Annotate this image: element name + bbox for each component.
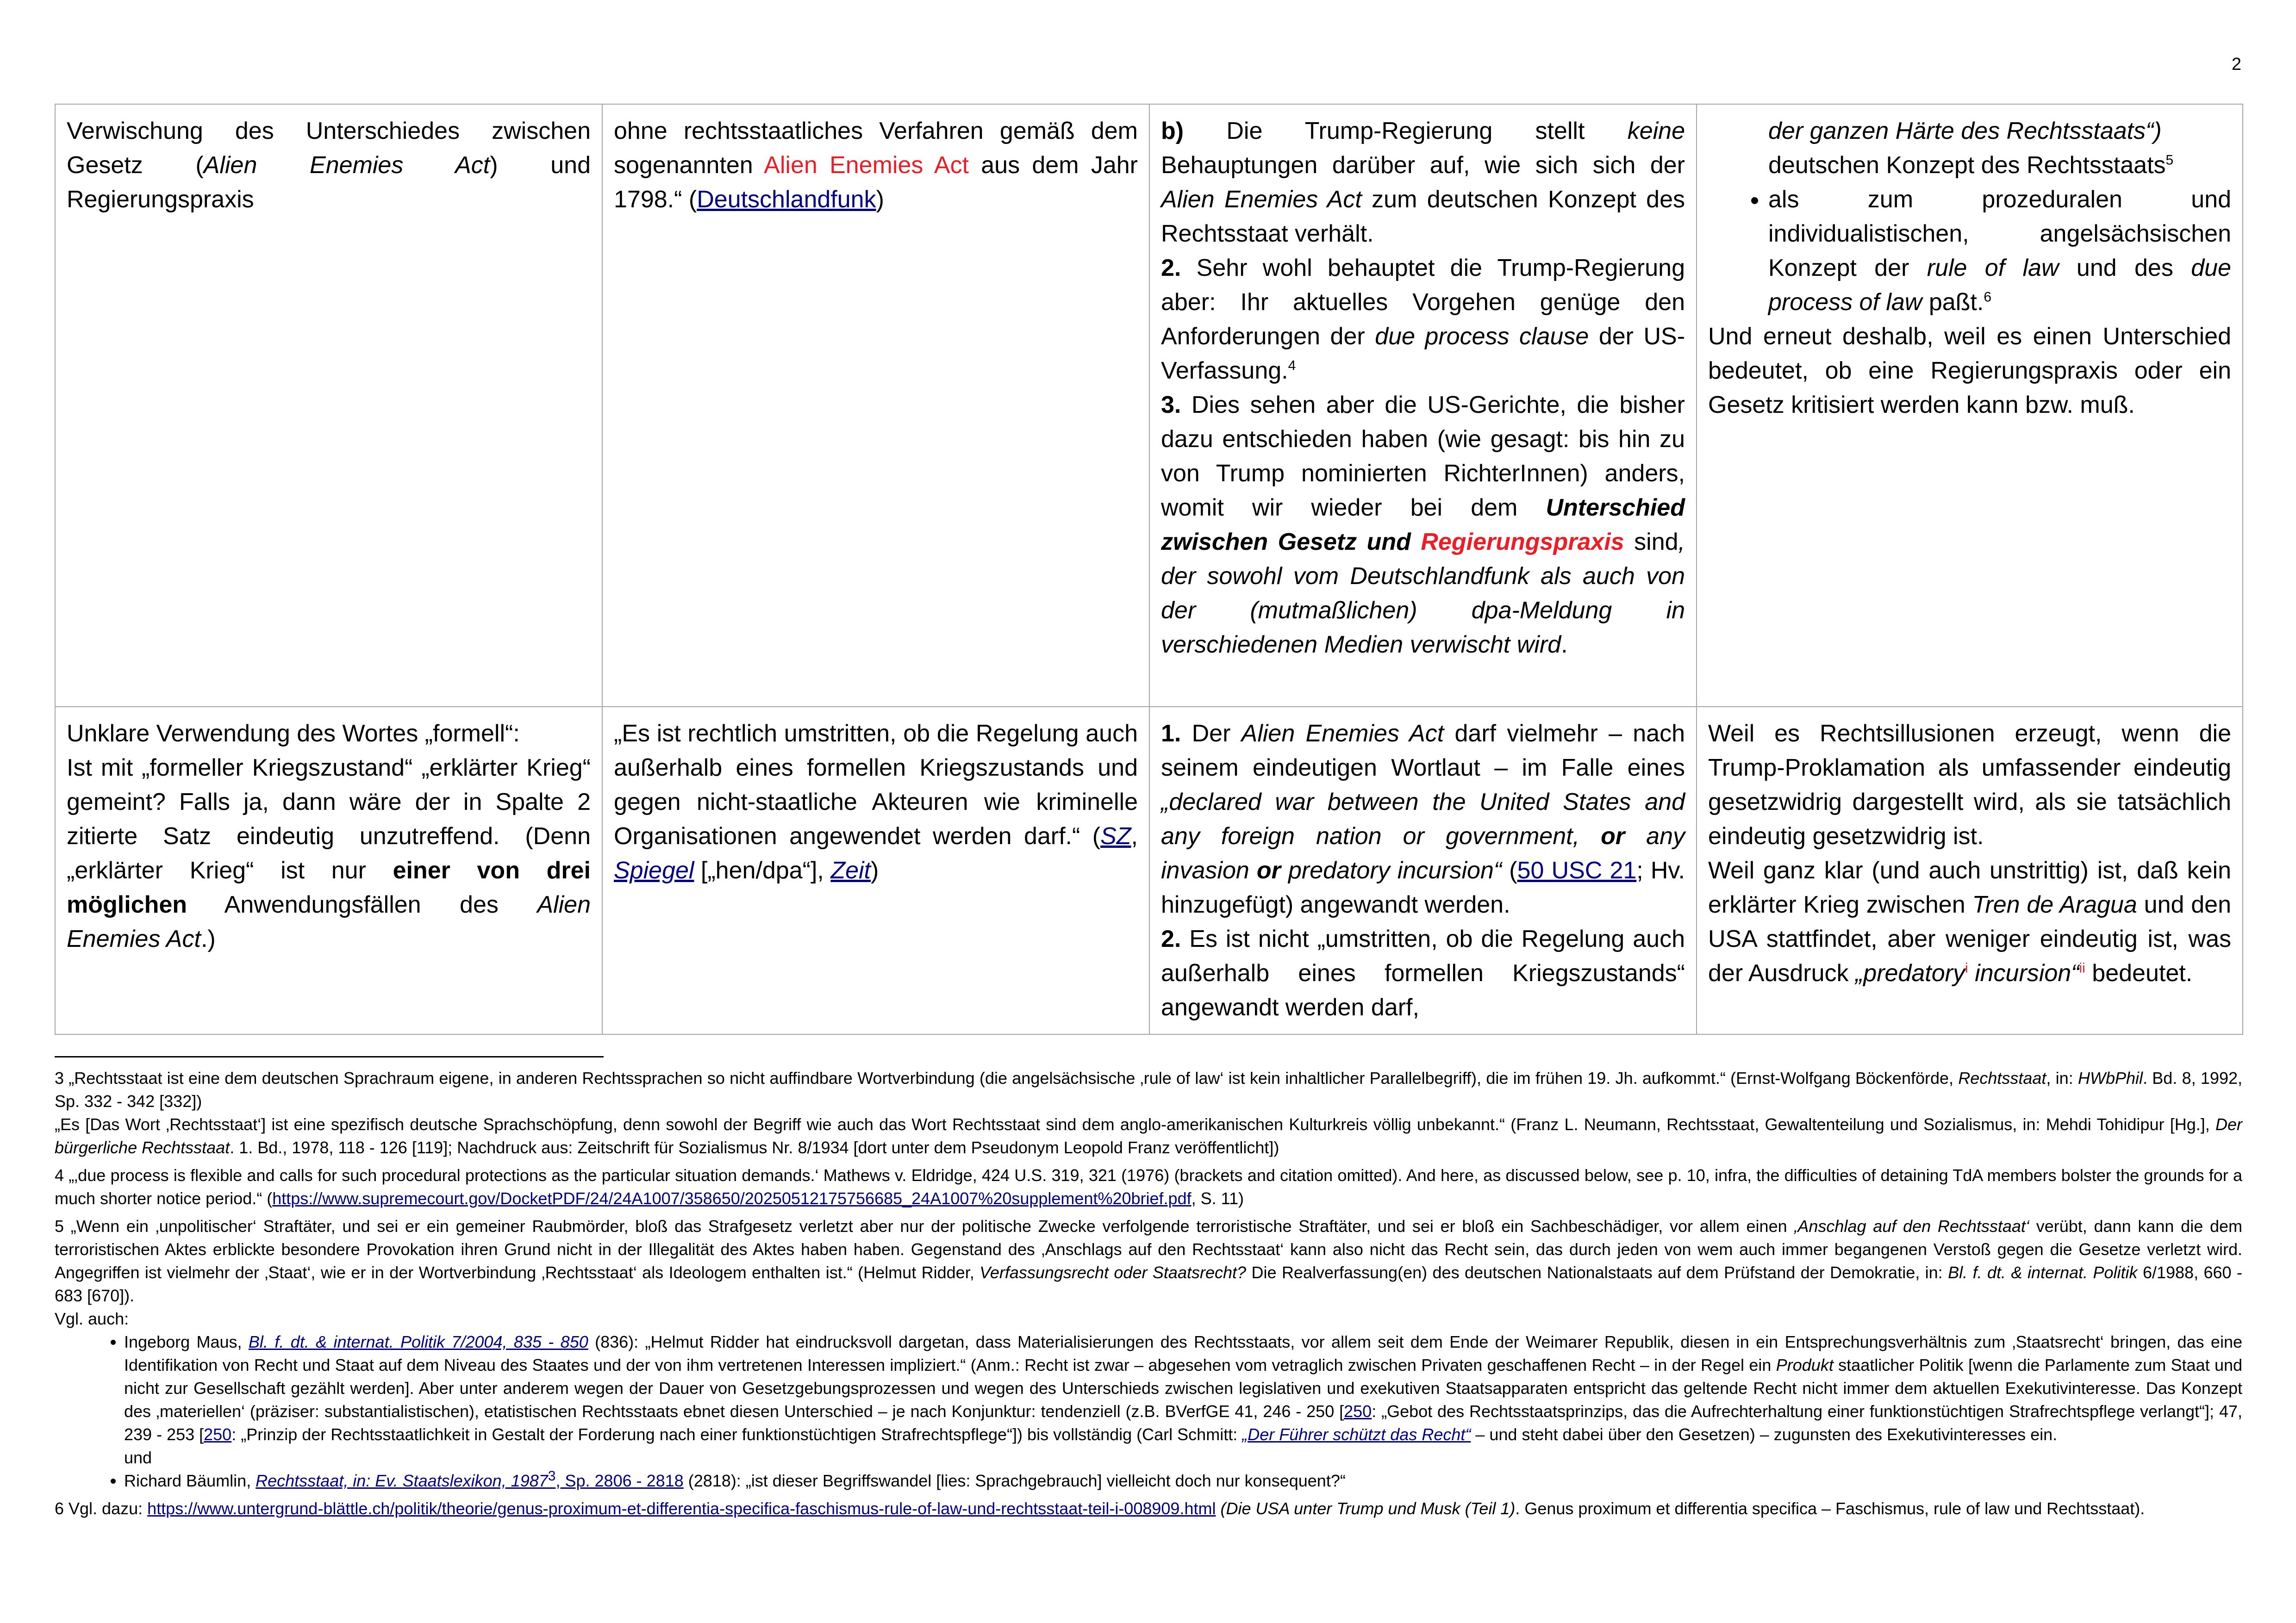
deutschlandfunk-link[interactable]: Deutschlandfunk	[697, 186, 876, 213]
spiegel-link[interactable]: Spiegel	[614, 857, 694, 884]
footnote-ref-5[interactable]: 5	[2165, 152, 2174, 168]
zeit-link[interactable]: Zeit	[830, 857, 871, 884]
footnote-5: 5 „Wenn ein ‚unpolitischer‘ Straftäter, und sei er ein gemeiner Raubmörder, bloß das Strafgesetz verletzt aber nur der politische Zwecke verfolgende terroristische Straftäter, und sei er bloß ein Sachbeschädiger, vor allem einen ‚Anschlag auf den Rechtsstaat‘ verübt, dann kann die dem terroristischen Aktes erblickte besondere Provokation ihren Grund nicht in der Illegalität des Aktes haben haben. Gegenstand des ‚Anschlags auf den Rechtsstaat‘ kann also nicht das Recht sein, das durch jeden von wem auch immer begangenen Verstoß gegen die Gesetze verletzt wird. Angegriffen ist vielmehr der ‚Staat‘, wie er in der Wortverbindung ‚Rechtsstaat‘ als Ideologem enthalten ist.“ (Helmut Ridder, Verfassungsrecht oder Staatsrecht? Die Realverfassung(en) des deutschen Nationalstaats auf dem Prüfstand der Demokratie, in: Bl. f. dt. & internat. Politik 6/1988, 660 - 683 [670]). Vgl. auch: • Ingeborg Maus, Bl. f. dt. & internat. Politik 7/2004, 835 - 850 (836): „Helmut Ridder hat eindrucksvoll dargetan, dass Materialisierungen des Rechtsstaats, vor allem seit dem Ende der Weimarer Republik, diesen in ein Entsprechungsverhältnis zum ‚Staatsrecht‘ bringen, das eine Identifikation von Recht und Staat auf dem Niveau des Staates und der von ihm vertretenen Interessen impliziert.“ (Anm.: Recht ist zwar – abgesehen vom vetraglich zwischen Privaten geschaffenen Recht – in der Regel ein Produkt staatlicher Politik [wenn die Parlamente zum Staat und nicht zur Gesellschaft gezählt werden]. Aber unter anderem wegen der Dauer von Gesetzgebungsprozessen und wegen des Unterschieds zwischen legislativen und exekutiven Staatsapparaten entspricht das geltende Recht nicht immer dem aktuellen Exekutivinteresse. Das Konzept des ‚materiellen‘ (präziser: substantialistischen), etatistischen Rechtsstaats ebnet diesen Unterschied – je nach Konjunktur: tendenziell (z.B. BVerfGE 41, 246 - 250 [250: „Gebot des Rechtsstaatsprinzips, das die Aufrechterhaltung einer funktionstüchtigen Strafrechtspflege verlangt“]; 47, 239 - 253 [250: „Prinzip der Rechtsstaatlichkeit in Gestalt der Forderung nach einer funktionstüchtigen Strafrechtspflege“]) bis vollständig (Carl Schmitt: „Der Führer schützt das Recht“ – und steht dabei über den Gesetzen) – zugunsten des Exekutivinteresses ein. und • Richard Bäumlin, Rechtsstaat, in: Ev. Staatslexikon, 1987$^3$, Sp. 2806 - 2818 (2818): „ist dieser Begriffswandel [lies: Sprachgebrauch] vielleicht doch nur konsequent?“	[55, 1215, 2242, 1492]
schmitt-link[interactable]: „Der Führer schützt das Recht“	[1242, 1425, 1471, 1444]
bverfge-41-link[interactable]: 250	[1344, 1402, 1372, 1421]
list-item: • als zum prozeduralen und individualistischen, angelsächsischen Konzept der rule of law und des due process of law paßt.$^6$	[1768, 182, 2231, 319]
footnote-6: 6 Vgl. dazu: https://www.untergrund-blättle.ch/politik/theorie/genus-proximum-et-differentia-specifica-faschismus-rule-of-law-und-rechtsstaat-teil-i-008909.html (Die USA unter Trump und Musk (Teil 1). Genus proximum et differentia specifica – Faschismus, rule of law und Rechtsstaat).	[55, 1499, 2145, 1518]
endnote-ref-i[interactable]: i	[1965, 960, 1968, 976]
footnote-3-continued: „Es [Das Wort ‚Rechtsstaat‘] ist eine spezifisch deutsche Sprachschöpfung, denn sowohl der Begriff wie auch das Wort Rechtsstaat sind dem anglo-amerikanischen Kulturkreis völlig unbekannt.“ (Franz L. Neumann, Rechtsstaat, Gewaltenteilung und Sozialismus, in: Mehdi Tohidipur [Hg.], Der bürgerliche Rechtsstaat. 1. Bd., 1978, 118 - 126 [119]; Nachdruck aus: Zeitschrift für Sozialismus Nr. 8/1934 [dort unter dem Pseudonym Leopold Franz veröffentlicht])	[55, 1115, 2242, 1157]
supremecourt-link[interactable]: https://www.supremecourt.gov/DocketPDF/24/24A1007/358650/20250512175756685_24A1007%20supplement%20brief.pdf	[272, 1189, 1192, 1208]
footnotes	[55, 1067, 2242, 1525]
row2-col4-cell: Weil es Rechtsillusionen erzeugt, wenn die Trump-Proklamation als umfassender eindeutig gesetzwidrig dargestellt wird, als sie tatsächlich eindeutig gesetzwidrig ist. Weil ganz klar (und auch unstrittig) ist, daß kein erklärter Krieg zwischen Tren de Aragua und den USA stattfindet, aber weniger eindeutig ist, was der Ausdruck „predatory$^i$ incursion“$^{ii}$ bedeutet.	[1697, 707, 2243, 1034]
list-item: • Richard Bäumlin, Rechtsstaat, in: Ev. Staatslexikon, 1987$^3$, Sp. 2806 - 2818 (2818): „ist dieser Begriffswandel [lies: Sprachgebrauch] vielleicht doch nur konsequent?“	[124, 1469, 2242, 1492]
usc-link[interactable]: 50 USC 21	[1517, 857, 1637, 884]
maus-link[interactable]: Bl. f. dt. & internat. Politik 7/2004, 835 - 850	[248, 1332, 588, 1351]
page-number: 2	[2231, 55, 2241, 74]
row2-col1-cell: Unklare Verwendung des Wortes „formell“: Ist mit „formeller Kriegszustand“ „erklärter Krieg“ gemeint? Falls ja, dann wäre der in Spalte 2 zitierte Satz eindeutig unzutreffend. (Denn „erklärter Krieg“ ist nur einer von drei möglichen Anwendungsfällen des Alien Enemies Act.)	[55, 707, 602, 1034]
list-item: der ganzen Härte des Rechtsstaats“) deutschen Konzept des Rechtsstaats$^5$	[1768, 118, 2174, 179]
row1-col3-cell: b) Die Trump-Regierung stellt keine Behauptungen darüber auf, wie sich sich der Alien Enemies Act zum deutschen Konzept des Rechtsstaat verhält. 2. Sehr wohl behauptet die Trump-Regierung aber: Ihr aktuelles Vorgehen genüge den Anforderungen der due process clause der US-Verfassung.$^4$ 3. Dies sehen aber die US-Gerichte, die bisher dazu entschieden haben (wie gesagt: bis hin zu von Trump nominierten RichterInnen) anders, womit wir wieder bei dem Unterschied zwischen Gesetz und Regierungspraxis sind, der sowohl vom Deutschlandfunk als auch von der (mutmaßlichen) dpa-Meldung in verschiedenen Medien verwischt wird.	[1149, 104, 1697, 707]
footnote-4: 4 „‚due process is flexible and calls for such procedural protections as the particular situation demands.‘ Mathews v. Eldridge, 424 U.S. 319, 321 (1976) (brackets and citation omitted). And here, as discussed below, see p. 10, infra, the difficulties of detaining TdA members bolster the grounds for a much shorter notice period.“ (https://www.supremecourt.gov/DocketPDF/24/24A1007/358650/20250512175756685_24A1007%20supplement%20brief.pdf, S. 11)	[55, 1166, 2242, 1208]
footnote-separator	[55, 1056, 604, 1057]
endnote-ref-ii[interactable]: ii	[2079, 960, 2085, 976]
row2-col3-cell: 1. Der Alien Enemies Act darf vielmehr – nach seinem eindeutigen Wortlaut – im Falle eines „declared war between the United States and any foreign nation or government, or any invasion or predatory incursion“ (50 USC 21; Hv. hinzugefügt) angewandt werden. 2. Es ist nicht „umstritten, ob die Regelung auch außerhalb eines formellen Kriegszustands“ angewandt werden darf,	[1149, 707, 1697, 1034]
row1-col1-cell: Verwischung des Unterschiedes zwischen Gesetz (Alien Enemies Act) und Regierungspraxis	[55, 104, 602, 707]
table-row	[55, 104, 2243, 707]
untergrund-blaettle-link[interactable]: https://www.untergrund-blättle.ch/politik/theorie/genus-proximum-et-differentia-specifica-faschismus-rule-of-law-und-rechtsstaat-teil-i-008909.html	[147, 1499, 1216, 1518]
table-row	[55, 707, 2243, 1034]
row1-col2-cell: ohne rechtsstaatliches Verfahren gemäß dem sogenannten Alien Enemies Act aus dem Jahr 1798.“ (Deutschlandfunk)	[602, 104, 1149, 707]
row1-col4-cell: der ganzen Härte des Rechtsstaats“) deutschen Konzept des Rechtsstaats$^5$ • als zum prozeduralen und individualistischen, angelsächsischen Konzept der rule of law und des due process of law paßt.$^6$ Und erneut deshalb, weil es einen Unterschied bedeutet, ob eine Regierungspraxis oder ein Gesetz kritisiert werden kann bzw. muß.	[1697, 104, 2243, 707]
comparison-table	[55, 104, 2243, 1035]
footnote-ref-4[interactable]: 4	[1288, 358, 1296, 373]
footnote-3: 3 „Rechtsstaat ist eine dem deutschen Sprachraum eigene, in anderen Rechtssprachen so nicht auffindbare Wortverbindung (die angelsächsische ‚rule of law‘ ist kein inhaltlicher Parallelbegriff), die im frühen 19. Jh. aufkommt.“ (Ernst-Wolfgang Böckenförde, Rechtsstaat, in: HWbPhil. Bd. 8, 1992, Sp. 332 - 342 [332])	[55, 1069, 2242, 1111]
baeumlin-link[interactable]: Rechtsstaat, in: Ev. Staatslexikon, 1987$^3$, Sp. 2806 - 2818	[256, 1468, 684, 1490]
bverfge-47-link[interactable]: 250	[204, 1425, 232, 1444]
row2-col2-cell: „Es ist rechtlich umstritten, ob die Regelung auch außerhalb eines formellen Kriegszustands und gegen nicht-staatliche Akteuren wie kriminelle Organisationen angewendet werden darf.“ (SZ, Spiegel [„hen/dpa“], Zeit)	[602, 707, 1149, 1034]
sz-link[interactable]: SZ	[1100, 823, 1131, 850]
footnote-ref-6[interactable]: 6	[1984, 289, 1992, 305]
bullet-list	[1708, 114, 2231, 319]
list-item: • Ingeborg Maus, Bl. f. dt. & internat. Politik 7/2004, 835 - 850 (836): „Helmut Ridder hat eindrucksvoll dargetan, dass Materialisierungen des Rechtsstaats, vor allem seit dem Ende der Weimarer Republik, diesen in ein Entsprechungsverhältnis zum ‚Staatsrecht‘ bringen, das eine Identifikation von Recht und Staat auf dem Niveau des Staates und der von ihm vertretenen Interessen impliziert.“ (Anm.: Recht ist zwar – abgesehen vom vetraglich zwischen Privaten geschaffenen Recht – in der Regel ein Produkt staatlicher Politik [wenn die Parlamente zum Staat und nicht zur Gesellschaft gezählt werden]. Aber unter anderem wegen der Dauer von Gesetzgebungsprozessen und wegen des Unterschieds zwischen legislativen und exekutiven Staatsapparaten entspricht das geltende Recht nicht immer dem aktuellen Exekutivinteresse. Das Konzept des ‚materiellen‘ (präziser: substantialistischen), etatistischen Rechtsstaats ebnet diesen Unterschied – je nach Konjunktur: tendenziell (z.B. BVerfGE 41, 246 - 250 [250: „Gebot des Rechtsstaatsprinzips, das die Aufrechterhaltung einer funktionstüchtigen Strafrechtspflege verlangt“]; 47, 239 - 253 [250: „Prinzip der Rechtsstaatlichkeit in Gestalt der Forderung nach einer funktionstüchtigen Strafrechtspflege“]) bis vollständig (Carl Schmitt: „Der Führer schützt das Recht“ – und steht dabei über den Gesetzen) – zugunsten des Exekutivinteresses ein. und	[124, 1331, 2242, 1469]
footnote-5-list	[55, 1331, 2242, 1492]
